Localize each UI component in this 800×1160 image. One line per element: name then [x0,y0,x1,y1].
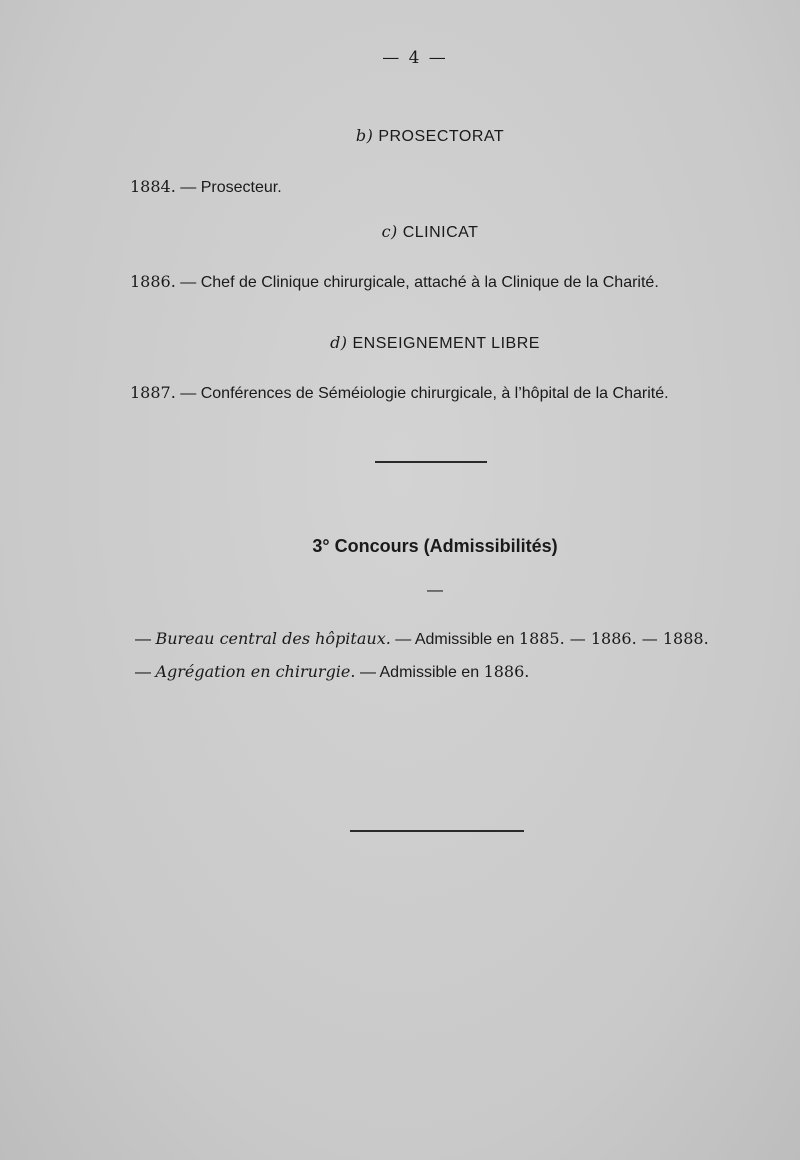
entry-dash: — [180,274,197,291]
admissibility-item [135,629,755,649]
section-heading-clinicat [0,222,800,242]
entry-1884 [130,177,750,197]
section-letter: c) [381,222,398,241]
admissibility-item [135,662,755,682]
section-letter: b) [355,126,374,145]
section-heading-enseignement-libre [0,333,800,353]
entry-1887 [130,383,750,403]
entry-year: 1886. [130,272,176,291]
entry-year: 1884. [130,177,176,196]
entry-dash: — [180,385,197,402]
end-rule [350,830,524,832]
item-dash: — [135,664,151,681]
section-divider-rule [375,461,487,463]
item-years: 1886. [483,662,530,681]
item-text: — Admissible en [395,631,515,648]
entry-text: Chef de Clinique chirurgicale, attaché à la Clinique de la Charité. [200,274,659,291]
item-years: 1885. — 1886. — 1888. [518,629,709,648]
item-name: Agrégation en chirurgie. [155,662,356,681]
section-title: PROSECTORAT [378,128,505,145]
entry-year: 1887. [130,383,176,402]
concours-short-dash: — [427,582,443,599]
section-title: ENSEIGNEMENT LIBRE [352,335,540,352]
entry-text: Prosecteur. [200,179,282,196]
entry-dash: — [180,179,197,196]
page-number: — 4 — [382,48,448,68]
concours-title: 3° Concours (Admissibilités) [312,536,558,556]
entry-text: Conférences de Séméiologie chirurgicale, à l’hôpital de la Charité. [200,385,669,402]
entry-1886 [130,272,750,292]
section-heading-prosectorat [0,126,800,146]
item-name: Bureau central des hôpitaux. [155,629,391,648]
section-title: CLINICAT [402,224,479,241]
section-letter: d) [330,333,348,352]
item-dash: — [135,631,151,648]
item-text: — Admissible en [359,664,480,681]
